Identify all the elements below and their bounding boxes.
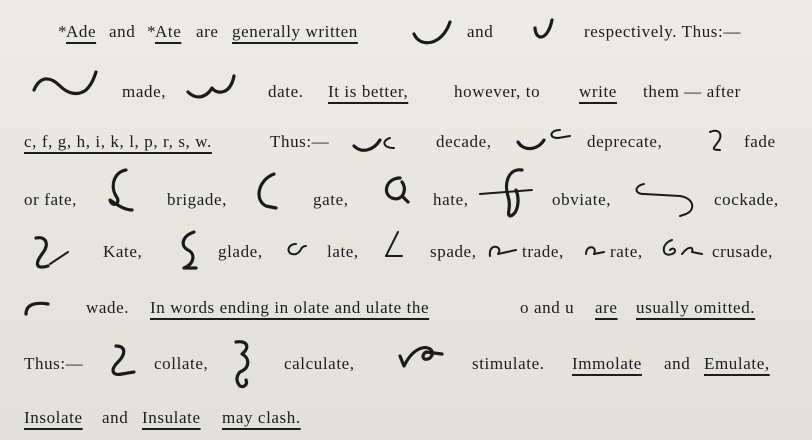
word-thus: Thus:— xyxy=(270,132,330,151)
phrase-usually-omitted: usually omitted. xyxy=(636,298,756,317)
obviate-outline xyxy=(478,164,540,220)
word-brigade: brigade, xyxy=(167,190,228,209)
late-outline xyxy=(284,240,308,260)
word-collate: collate, xyxy=(154,354,209,373)
phrase-may-clash: may clash. xyxy=(222,408,301,427)
word-wade: wade. xyxy=(86,298,130,317)
word-write: write xyxy=(579,82,617,101)
phrase-respectively-thus: respectively. Thus:— xyxy=(584,22,741,41)
phrase-o-and-u: o and u xyxy=(520,298,575,317)
word-and: and xyxy=(664,354,691,373)
ate-outline xyxy=(532,16,558,46)
asterisk: * xyxy=(58,22,68,41)
word-are: are xyxy=(595,298,618,317)
collate-outline xyxy=(104,342,138,382)
word-late: late, xyxy=(327,242,359,261)
date-outline xyxy=(186,72,242,102)
fade-outline xyxy=(704,126,730,156)
word-thus: Thus:— xyxy=(24,354,84,373)
calculate-outline xyxy=(228,338,258,392)
trade-outline xyxy=(486,238,520,262)
rate-outline xyxy=(582,240,606,260)
phrase-it-is-better: It is better, xyxy=(328,82,409,101)
phrase-generally-written: generally written xyxy=(232,22,358,41)
word-made: made, xyxy=(122,82,167,101)
word-calculate: calculate, xyxy=(284,354,355,373)
brigade-outline xyxy=(102,166,138,216)
cockade-outline xyxy=(630,178,700,222)
word-insulate: Insulate xyxy=(142,408,201,427)
word-date: date. xyxy=(268,82,304,101)
stimulate-outline xyxy=(396,340,452,374)
line-7 xyxy=(0,344,812,384)
crusade-outline xyxy=(658,236,706,264)
ade-outline xyxy=(412,20,456,50)
word-stimulate: stimulate. xyxy=(472,354,545,373)
word-emulate: Emulate, xyxy=(704,354,770,373)
word-and: and xyxy=(109,22,136,41)
decade-outline xyxy=(352,128,402,156)
word-and: and xyxy=(467,22,494,41)
phrase-however-to: however, to xyxy=(454,82,541,101)
asterisk: * xyxy=(147,22,157,41)
letter-list: c, f, g, h, i, k, l, p, r, s, w. xyxy=(24,132,212,151)
phrase-them-after: them — after xyxy=(643,82,741,101)
phrase-or-fate: or fate, xyxy=(24,190,77,209)
hate-outline xyxy=(380,174,414,208)
word-insolate: Insolate xyxy=(24,408,83,427)
phrase-in-words-ending: In words ending in olate and ulate the xyxy=(150,298,430,317)
word-are: are xyxy=(196,22,219,41)
word-immolate: Immolate xyxy=(572,354,642,373)
word-glade: glade, xyxy=(218,242,263,261)
gate-outline xyxy=(248,170,284,214)
kate-outline xyxy=(28,230,74,278)
word-obviate: obviate, xyxy=(552,190,612,209)
word-hate: hate, xyxy=(433,190,469,209)
word-fade: fade xyxy=(744,132,776,151)
word-spade: spade, xyxy=(430,242,477,261)
line-1 xyxy=(0,18,812,58)
made-outline xyxy=(30,68,104,102)
word-and: and xyxy=(102,408,129,427)
glade-outline xyxy=(174,228,204,276)
deprecate-outline xyxy=(516,124,576,156)
word-rate: rate, xyxy=(610,242,643,261)
word-trade: trade, xyxy=(522,242,564,261)
word-deprecate: deprecate, xyxy=(587,132,663,151)
word-cockade: cockade, xyxy=(714,190,779,209)
line-5 xyxy=(0,234,812,274)
word-gate: gate, xyxy=(313,190,349,209)
term-ade: Ade xyxy=(66,22,97,41)
spade-outline xyxy=(382,228,406,264)
line-8 xyxy=(0,398,812,438)
word-crusade: crusade, xyxy=(712,242,773,261)
line-3 xyxy=(0,126,812,166)
term-ate: Ate xyxy=(155,22,182,41)
line-6 xyxy=(0,290,812,330)
line-2 xyxy=(0,72,812,112)
wade-outline xyxy=(22,298,52,318)
word-kate: Kate, xyxy=(103,242,143,261)
line-4 xyxy=(0,180,812,220)
word-decade: decade, xyxy=(436,132,492,151)
